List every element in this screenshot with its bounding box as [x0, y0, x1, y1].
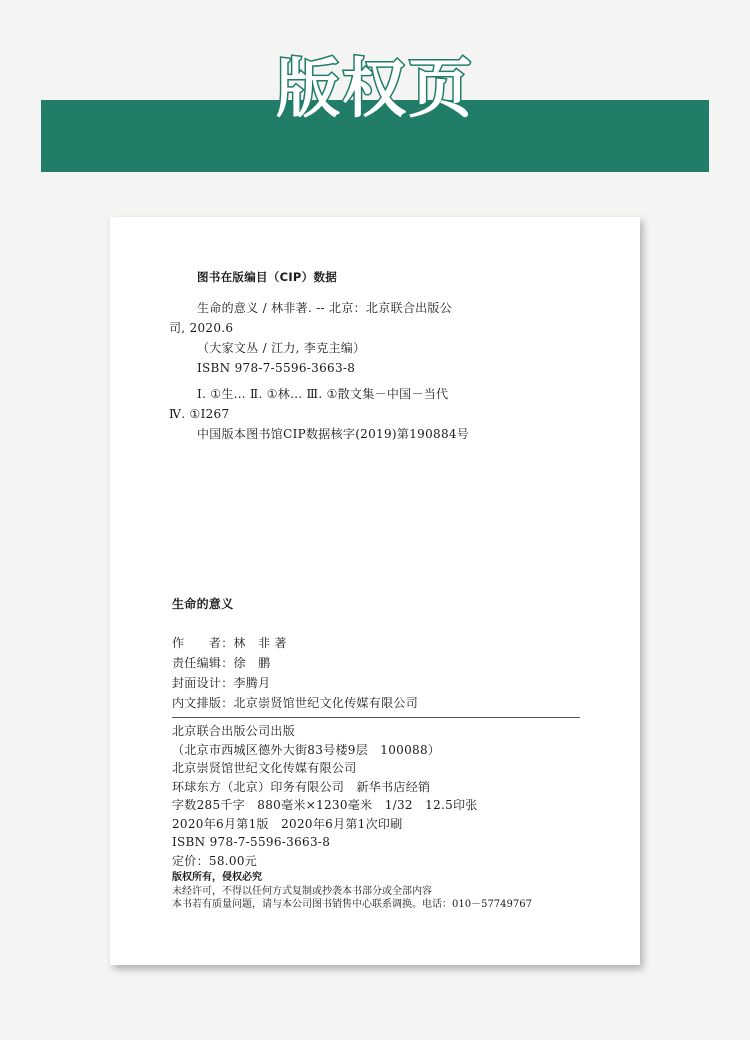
page-title: 版权页: [276, 53, 474, 127]
cip-classification: Ⅳ. ①I267: [169, 407, 230, 421]
printer-distributor: 环球东方（北京）印务有限公司 新华书店经销: [172, 779, 431, 794]
rights-line: 未经许可，不得以任何方式复制或抄袭本书部分或全部内容: [172, 885, 432, 897]
rights-heading: 版权所有，侵权必究: [172, 872, 262, 883]
credit-typesetting: 内文排版：北京崇贤馆世纪文化传媒有限公司: [172, 696, 419, 710]
edition-info: 2020年6月第1版 2020年6月第1次印刷: [172, 816, 403, 831]
isbn: ISBN 978-7-5596-3663-8: [172, 835, 331, 849]
format-spec: 字数285千字 880毫米×1230毫米 1/32 12.5印张: [172, 798, 478, 812]
publishing-info: [172, 722, 478, 870]
producer: 北京崇贤馆世纪文化传媒有限公司: [172, 761, 357, 775]
price: 定价：58.00元: [172, 853, 258, 868]
publisher: 北京联合出版公司出版: [172, 724, 296, 738]
credits-block: [172, 633, 418, 713]
cip-line: 司, 2020.6: [169, 321, 234, 335]
cip-heading: 图书在版编目（CIP）数据: [197, 270, 338, 284]
rights-line: 本书若有质量问题，请与本公司图书销售中心联系调换。电话：010－57749767: [172, 899, 532, 910]
divider: [172, 717, 580, 718]
cip-record-number: 中国版本图书馆CIP数据核字(2019)第190884号: [197, 427, 470, 441]
rights-notice: [172, 871, 532, 912]
publisher-address: （北京市西城区德外大街83号楼9层 100088）: [172, 742, 441, 757]
credit-author: 作 者：林 非 著: [172, 636, 287, 650]
book-title: 生命的意义: [172, 597, 234, 611]
cip-line: （大家文丛 / 江力, 李克主编）: [197, 341, 366, 355]
credit-cover-design: 封面设计：李腾月: [172, 676, 271, 690]
cip-isbn: ISBN 978-7-5596-3663-8: [197, 361, 356, 375]
cip-block: [169, 267, 617, 444]
credit-editor: 责任编辑：徐 鹏: [172, 656, 271, 670]
cip-line: 生命的意义 / 林非著. -- 北京：北京联合出版公: [197, 301, 453, 315]
copyright-page: [110, 217, 640, 965]
cip-classification: Ⅰ. ①生… Ⅱ. ①林… Ⅲ. ①散文集－中国－当代: [197, 387, 449, 401]
